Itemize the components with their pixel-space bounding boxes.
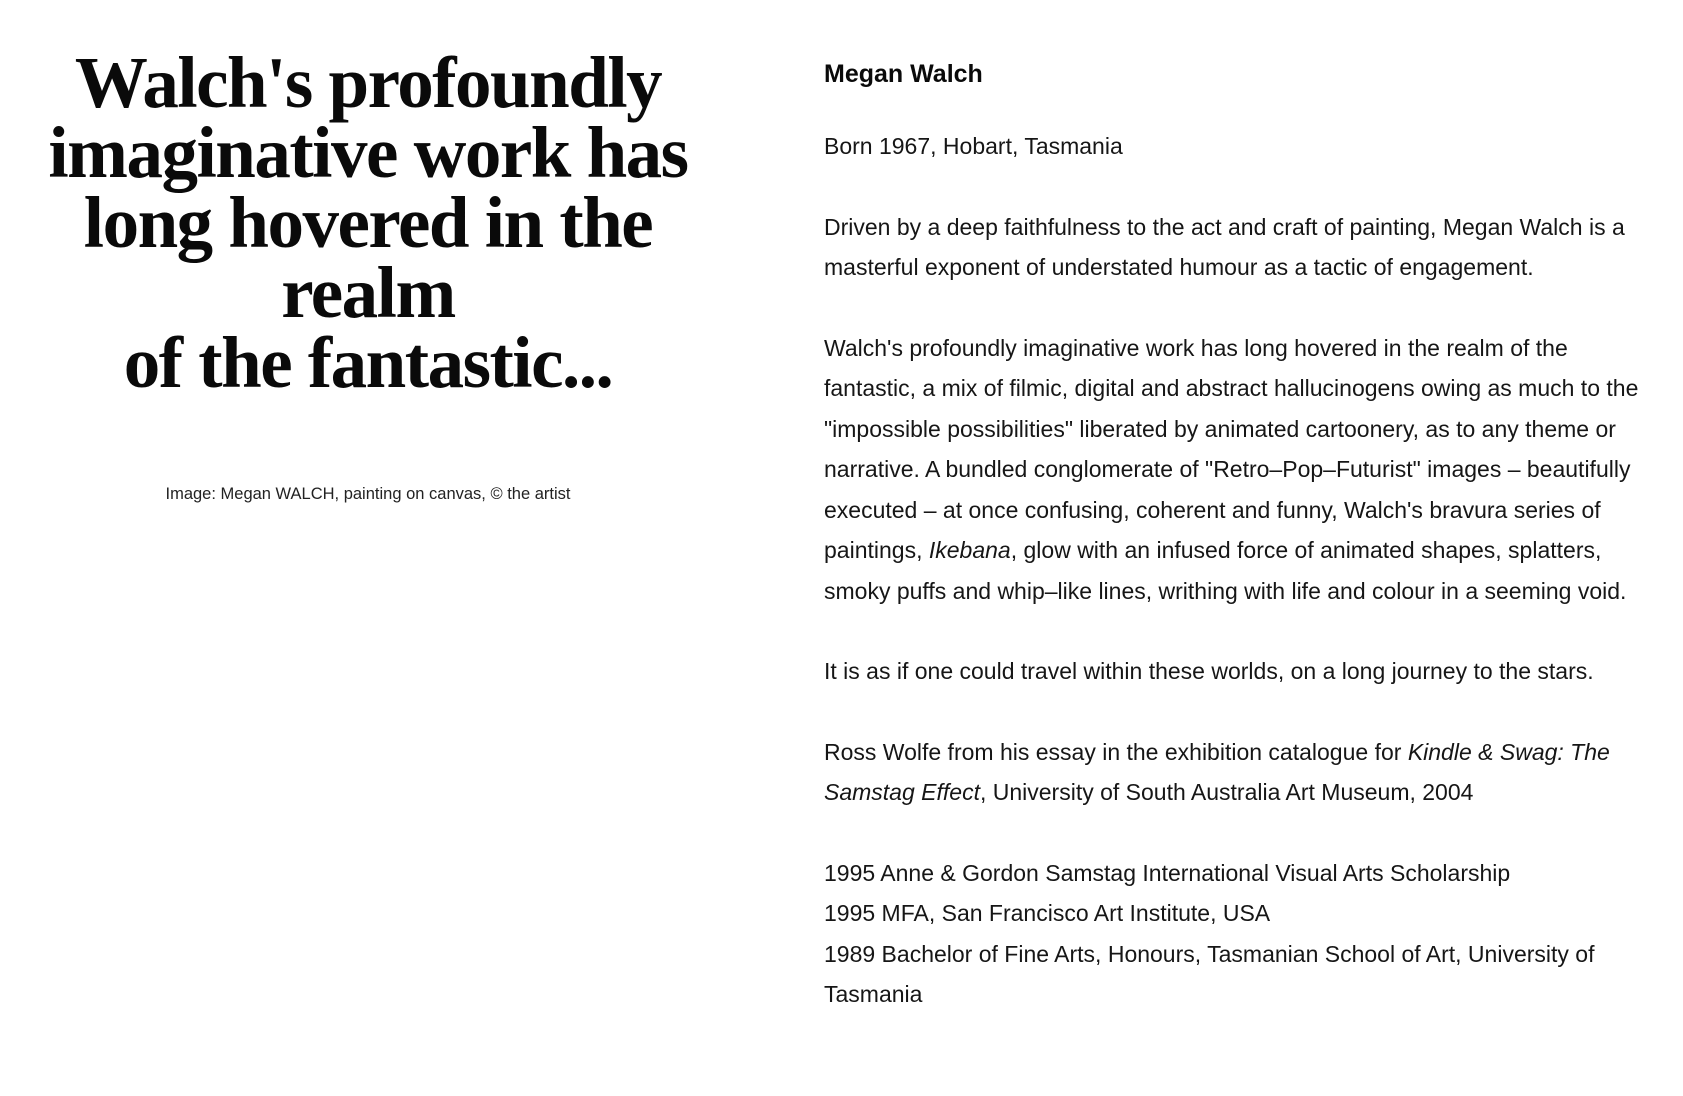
- citation: [824, 732, 1654, 813]
- catalogue-title: Kindle & Swag: The Samstag Effect: [824, 738, 1610, 805]
- citation-text: Ross Wolfe from his essay in the exhibition catalogue for: [824, 738, 1408, 765]
- citation-text: , University of South Australia Art Museum, 2004: [979, 779, 1474, 805]
- cv-list: [824, 853, 1654, 1015]
- birth-info: Born 1967, Hobart, Tasmania: [824, 133, 1123, 159]
- pull-quote-line: of the fantastic...: [123, 322, 613, 403]
- pull-quote: [0, 42, 736, 403]
- pull-quote-line: Walch's profoundly: [74, 42, 662, 123]
- intro-paragraph: Driven by a deep faithfulness to the act and craft of painting, Megan Walch is a masterful exponent of understated humour as a tactic of engagement.: [824, 213, 1625, 280]
- body-text: Walch's profoundly imaginative work has long hovered in the realm of the fantastic, a mix of filmic, digital and abstract hallucinogens owing as much to the "impossible possibilities" liberated by animated cartoonery, as to any theme or narrative. A bundled conglomerate of "Retro–Pop–Futurist" images – beautifully executed – at once confusing, coherent and funny, Walch's bravura series of paintings,: [824, 334, 1639, 563]
- cv-entry: 1995 Anne & Gordon Samstag International Visual Arts Scholarship: [824, 859, 1511, 886]
- series-title: Ikebana: [928, 537, 1011, 563]
- artist-bio: [824, 54, 1654, 1015]
- pull-quote-line: imaginative work has: [48, 112, 688, 193]
- closing-paragraph: It is as if one could travel within these worlds, on a long journey to the stars.: [824, 658, 1594, 684]
- pull-quote-column: [0, 0, 736, 522]
- cv-entry: 1995 MFA, San Francisco Art Institute, USA: [824, 900, 1271, 926]
- pull-quote-line: long hovered in the realm: [83, 182, 653, 333]
- cv-entry: 1989 Bachelor of Fine Arts, Honours, Tasmanian School of Art, University of Tasmania: [824, 940, 1595, 1007]
- body-paragraph: [824, 328, 1654, 612]
- artist-name: Megan Walch: [824, 60, 983, 88]
- image-caption: Image: Megan WALCH, painting on canvas, © the artist: [165, 485, 571, 503]
- body-text: , glow with an infused force of animated shapes, splatters, smoky puffs and whip–like lines, writhing with life and colour in a seeming void.: [824, 537, 1627, 604]
